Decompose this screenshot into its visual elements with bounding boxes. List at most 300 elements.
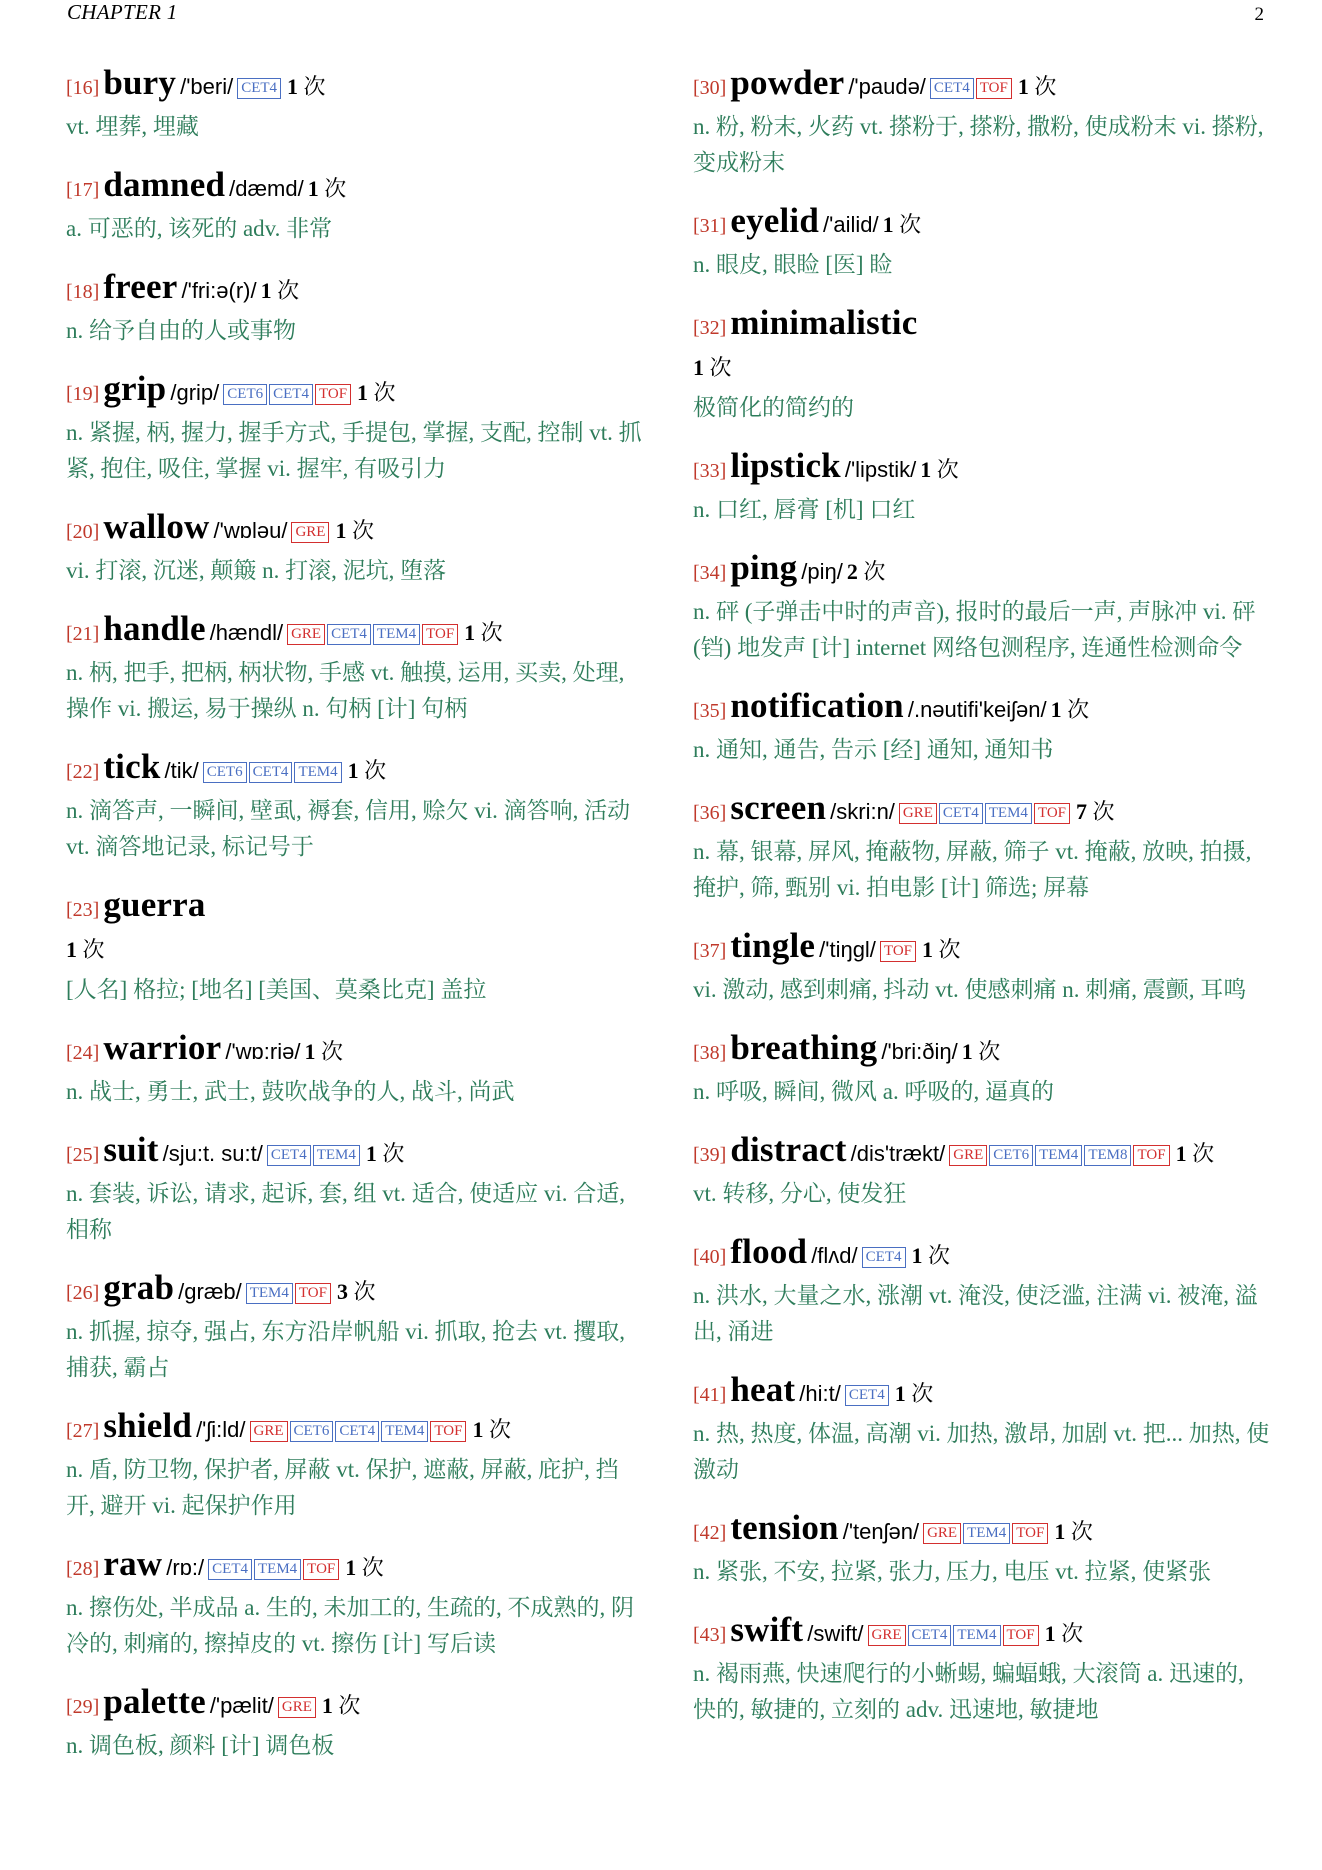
phonetic: /'tiŋgl/ [819,937,876,962]
phonetic: /hi:t/ [799,1381,841,1406]
entry-headline [66,1029,644,1074]
entry-headline [693,789,1271,834]
count-number: 1 [307,176,319,201]
headword: eyelid [730,201,820,240]
count-number: 1 [347,758,359,783]
count-number: 1 [345,1555,357,1580]
definition: n. 紧握, 柄, 握力, 握手方式, 手提包, 掌握, 支配, 控制 vt. 抓紧, 抱住, 吸住, 掌握 vi. 握牢, 有吸引力 [66,420,642,481]
count-number: 1 [1017,74,1029,99]
count-suffix: 次 [373,380,396,405]
exam-tag-badge: TOF [430,1421,466,1442]
occurrence-count [357,380,396,405]
entry-index: [24] [66,1042,100,1064]
entry-index: [23] [66,899,100,921]
headword: grab [103,1268,175,1307]
count-number: 1 [1054,1519,1066,1544]
entry-index: [27] [66,1420,100,1442]
count-number: 1 [464,620,476,645]
occurrence-count [322,1693,361,1718]
occurrence-count [464,620,503,645]
phonetic: /sju:t. su:t/ [162,1141,263,1166]
occurrence-count [1018,74,1057,99]
exam-tag-badge: TEM4 [963,1523,1010,1544]
entry-headline [693,304,1271,390]
entry-headline [66,370,644,415]
exam-tag-badge: TOF [1133,1145,1169,1166]
count-number: 1 [321,1693,333,1718]
entry-index: [36] [693,802,727,824]
definition: n. 抓握, 掠夺, 强占, 东方沿岸帆船 vi. 抓取, 抢去 vt. 攫取, 捕获, 霸占 [66,1319,626,1380]
word-entry [66,610,644,727]
right-column [693,64,1271,1785]
definition: n. 通知, 通告, 告示 [经] 通知, 通知书 [693,737,1054,762]
occurrence-count [304,1039,343,1064]
definition: [人名] 格拉; [地名] [美国、莫桑比克] 盖拉 [66,977,487,1002]
entry-headline [66,748,644,793]
count-suffix: 次 [863,559,886,584]
occurrence-count [472,1417,511,1442]
phonetic: /dæmd/ [229,176,304,201]
definition: n. 眼皮, 眼睑 [医] 睑 [693,252,893,277]
definition: n. 口红, 唇膏 [机] 口红 [693,497,916,522]
word-entry [693,304,1271,426]
entry-index: [33] [693,460,727,482]
word-entry [693,789,1271,906]
word-entry [66,64,644,145]
exam-tag-badge: TEM4 [313,1145,360,1166]
definition: n. 调色板, 颜料 [计] 调色板 [66,1733,335,1758]
count-number: 1 [365,1141,377,1166]
phonetic: /'pælit/ [209,1693,274,1718]
word-entry [66,370,644,487]
phonetic: /hændl/ [209,620,284,645]
definition: n. 热, 热度, 体温, 高潮 vi. 加热, 激昂, 加剧 vt. 把... 加热, 使激动 [693,1421,1270,1482]
count-number: 7 [1076,799,1088,824]
occurrence-count [1045,1621,1084,1646]
phonetic: /'ailid/ [823,212,879,237]
count-suffix: 次 [364,758,387,783]
exam-tag-badge: CET4 [930,78,974,99]
count-number: 1 [66,937,77,962]
headword: raw [103,1544,163,1583]
exam-tag-badge: TOF [880,941,916,962]
word-entry [66,1029,644,1110]
exam-tag-badge: CET4 [237,78,281,99]
entry-headline [693,687,1271,732]
count-number: 1 [287,74,299,99]
occurrence-count [883,212,922,237]
entry-index: [32] [693,317,727,339]
word-entry [693,447,1271,528]
word-list [66,64,1271,1785]
entry-index: [30] [693,77,727,99]
exam-tag-badge: TEM8 [1084,1145,1131,1166]
entry-headline [693,64,1271,109]
count-number: 1 [335,518,347,543]
count-suffix: 次 [1061,1621,1084,1646]
definition: n. 盾, 防卫物, 保护者, 屏蔽 vt. 保护, 遮蔽, 屏蔽, 庇护, 挡开, 避开 vi. 起保护作用 [66,1457,619,1518]
word-entry [66,1545,644,1662]
entry-headline [66,1683,644,1728]
occurrence-count [345,1555,384,1580]
count-number: 1 [882,212,894,237]
count-suffix: 次 [938,937,961,962]
word-entry [693,202,1271,283]
exam-tag-badge: GRE [278,1697,316,1718]
exam-tag-badge: TOF [1003,1625,1039,1646]
headword: guerra [103,885,206,924]
definition: n. 战士, 勇士, 武士, 鼓吹战争的人, 战斗, 尚武 [66,1079,515,1104]
count-suffix: 次 [709,355,732,380]
exam-tag-badge: GRE [291,522,329,543]
headword: breathing [730,1028,878,1067]
exam-tag-badge: CET4 [327,624,371,645]
count-number: 1 [911,1243,923,1268]
occurrence-count [895,1381,934,1406]
exam-tag-badge: CET6 [989,1145,1033,1166]
entry-headline [693,549,1271,594]
definition: n. 滴答声, 一瞬间, 壁虱, 褥套, 信用, 赊欠 vi. 滴答响, 活动 vt. 滴答地记录, 标记号于 [66,798,631,859]
phonetic: /'wɒləu/ [213,518,288,543]
phonetic: /.nəutifi'keiʃən/ [907,697,1047,722]
headword: shield [103,1406,193,1445]
count-suffix: 次 [1192,1141,1215,1166]
entry-index: [29] [66,1696,100,1718]
count-number: 1 [260,278,272,303]
exam-tag-badge: GRE [250,1421,288,1442]
headword: swift [730,1610,804,1649]
count-number: 1 [304,1039,316,1064]
word-entry [693,1371,1271,1488]
count-number: 1 [894,1381,906,1406]
entry-index: [42] [693,1522,727,1544]
occurrence-count [693,355,732,380]
entry-index: [41] [693,1384,727,1406]
exam-tag-badge: CET4 [845,1385,889,1406]
exam-tag-badge: TOF [315,384,351,405]
entry-headline [66,610,644,655]
phonetic: /'beri/ [180,74,234,99]
entry-headline [66,1131,644,1176]
definition: n. 擦伤处, 半成品 a. 生的, 未加工的, 生疏的, 不成熟的, 阴冷的, 刺痛的, 擦掉皮的 vt. 擦伤 [计] 写后读 [66,1595,634,1656]
phonetic: /rɒ:/ [166,1555,205,1580]
occurrence-count [847,559,886,584]
word-entry [693,549,1271,666]
exam-tag-badge: GRE [868,1625,906,1646]
occurrence-count [287,74,326,99]
exam-tag-badge: TEM4 [373,624,420,645]
phonetic: /grip/ [170,380,220,405]
entry-index: [39] [693,1144,727,1166]
occurrence-count [261,278,300,303]
phonetic: /dis'trækt/ [850,1141,946,1166]
headword: bury [103,63,177,102]
phonetic: /tik/ [164,758,199,783]
headword: minimalistic [730,303,918,342]
count-number: 1 [920,457,932,482]
entry-index: [35] [693,700,727,722]
count-suffix: 次 [320,1039,343,1064]
exam-tag-badge: GRE [287,624,325,645]
headword: damned [103,165,226,204]
phonetic: /'bri:ðiŋ/ [881,1039,958,1064]
count-suffix: 次 [1070,1519,1093,1544]
count-number: 2 [846,559,858,584]
count-suffix: 次 [82,937,105,962]
phonetic: /'fri:ə(r)/ [181,278,257,303]
count-suffix: 次 [277,278,300,303]
exam-tag-badge: CET4 [335,1421,379,1442]
headword: warrior [103,1028,222,1067]
entry-headline [66,166,644,211]
count-suffix: 次 [899,212,922,237]
word-entry [66,508,644,589]
count-suffix: 次 [353,1279,376,1304]
occurrence-count [1054,1519,1093,1544]
entry-headline [66,268,644,313]
phonetic: /swift/ [807,1621,864,1646]
count-suffix: 次 [488,1417,511,1442]
definition: n. 呼吸, 瞬间, 微风 a. 呼吸的, 逼真的 [693,1079,1054,1104]
exam-tag-badge: CET6 [203,762,247,783]
entry-headline [693,1131,1271,1176]
entry-index: [22] [66,761,100,783]
exam-tag-badge: GRE [899,803,937,824]
count-suffix: 次 [382,1141,405,1166]
occurrence-count [348,758,387,783]
exam-tag-badge: CET4 [908,1625,952,1646]
exam-tag-badge: TOF [422,624,458,645]
entry-index: [17] [66,179,100,201]
definition: n. 紧张, 不安, 拉紧, 张力, 压力, 电压 vt. 拉紧, 使紧张 [693,1559,1212,1584]
occurrence-count [66,937,105,962]
word-entry [693,1509,1271,1590]
headword: notification [730,686,904,725]
exam-tag-badge: CET4 [208,1559,252,1580]
occurrence-count [912,1243,951,1268]
exam-tag-badge: CET4 [862,1247,906,1268]
definition: 极简化的简约的 [693,395,854,420]
headword: wallow [103,507,210,546]
entry-headline [693,927,1271,972]
word-entry [66,1683,644,1764]
entry-index: [40] [693,1246,727,1268]
exam-tag-badge: TEM4 [985,803,1032,824]
phonetic: /piŋ/ [801,559,843,584]
exam-tag-badge: TOF [1034,803,1070,824]
entry-index: [21] [66,623,100,645]
count-suffix: 次 [338,1693,361,1718]
entry-headline [66,508,644,553]
exam-tag-badge: TOF [303,1559,339,1580]
entry-headline [693,1611,1271,1656]
entry-index: [16] [66,77,100,99]
occurrence-count [922,937,961,962]
word-entry [693,1611,1271,1728]
entry-headline [693,447,1271,492]
count-suffix: 次 [324,176,347,201]
entry-index: [26] [66,1282,100,1304]
headword: tick [103,747,161,786]
word-entry [66,268,644,349]
exam-tag-badge: CET4 [939,803,983,824]
headword: flood [730,1232,808,1271]
occurrence-count [1051,697,1090,722]
word-entry [66,1269,644,1386]
entry-headline [66,886,644,972]
entry-headline [693,1029,1271,1074]
definition: n. 柄, 把手, 把柄, 柄状物, 手感 vt. 触摸, 运用, 买卖, 处理, 操作 vi. 搬运, 易于操纵 n. 句柄 [计] 句柄 [66,660,625,721]
phonetic: /'paudə/ [848,74,926,99]
headword: suit [103,1130,159,1169]
count-suffix: 次 [1034,74,1057,99]
definition: n. 套装, 诉讼, 请求, 起诉, 套, 组 vt. 适合, 使适应 vi. 合适, 相称 [66,1181,626,1242]
exam-tag-badge: CET4 [269,384,313,405]
definition: a. 可恶的, 该死的 adv. 非常 [66,216,333,241]
count-number: 1 [1175,1141,1187,1166]
page-header [67,0,1264,30]
headword: grip [103,369,167,408]
definition: n. 粉, 粉末, 火药 vt. 搽粉于, 搽粉, 撒粉, 使成粉末 vi. 搽粉, 变成粉末 [693,114,1264,175]
left-column [66,64,644,1785]
count-suffix: 次 [911,1381,934,1406]
word-entry [693,687,1271,768]
entry-index: [18] [66,281,100,303]
phonetic: /flʌd/ [811,1243,858,1268]
entry-headline [693,1509,1271,1554]
entry-headline [693,1233,1271,1278]
count-number: 1 [922,937,934,962]
entry-headline [66,1545,644,1590]
headword: screen [730,788,827,827]
headword: tension [730,1508,839,1547]
entry-index: [31] [693,215,727,237]
exam-tag-badge: TEM4 [294,762,341,783]
word-entry [66,748,644,865]
chapter-title: CHAPTER 1 [67,0,178,24]
entry-index: [19] [66,383,100,405]
entry-headline [693,202,1271,247]
entry-index: [34] [693,562,727,584]
entry-headline [66,1407,644,1452]
exam-tag-badge: TEM4 [1035,1145,1082,1166]
entry-index: [25] [66,1144,100,1166]
exam-tag-badge: TEM4 [246,1283,293,1304]
occurrence-count [920,457,959,482]
word-entry [693,1131,1271,1212]
entry-index: [28] [66,1558,100,1580]
definition: vi. 激动, 感到刺痛, 抖动 vt. 使感刺痛 n. 刺痛, 震颤, 耳鸣 [693,977,1247,1002]
page-number: 2 [1254,4,1264,25]
exam-tag-badge: CET6 [223,384,267,405]
word-entry [66,1131,644,1248]
phonetic: /'tenʃən/ [842,1519,920,1544]
exam-tag-badge: CET4 [249,762,293,783]
entry-headline [66,1269,644,1314]
occurrence-count [962,1039,1001,1064]
entry-headline [693,1371,1271,1416]
word-entry [693,64,1271,181]
exam-tag-badge: CET4 [267,1145,311,1166]
occurrence-count [308,176,347,201]
definition: n. 给予自由的人或事物 [66,318,296,343]
headword: palette [103,1682,206,1721]
count-suffix: 次 [480,620,503,645]
phonetic: /skri:n/ [830,799,895,824]
count-suffix: 次 [1092,799,1115,824]
headword: lipstick [730,446,841,485]
phonetic: /'lipstik/ [844,457,917,482]
occurrence-count [337,1279,376,1304]
exam-tag-badge: TEM4 [953,1625,1000,1646]
word-entry [693,1029,1271,1110]
headword: handle [103,609,206,648]
word-entry [66,886,644,1008]
phonetic: /græb/ [178,1279,242,1304]
count-suffix: 次 [1067,697,1090,722]
definition: n. 砰 (子弹击中时的声音), 报时的最后一声, 声脉冲 vi. 砰 (铛) 地发声 [计] internet 网络包测程序, 连通性检测命令 [693,599,1256,660]
exam-tag-badge: CET6 [290,1421,334,1442]
definition: n. 褐雨燕, 快速爬行的小蜥蜴, 蝙蝠蛾, 大滚筒 a. 迅速的, 快的, 敏捷的, 立刻的 adv. 迅速地, 敏捷地 [693,1661,1244,1722]
occurrence-count [366,1141,405,1166]
exam-tag-badge: TOF [976,78,1012,99]
count-number: 1 [472,1417,484,1442]
definition: vt. 埋葬, 埋藏 [66,114,199,139]
count-suffix: 次 [978,1039,1001,1064]
count-number: 1 [1050,697,1062,722]
entry-index: [37] [693,940,727,962]
entry-index: [43] [693,1624,727,1646]
word-entry [66,1407,644,1524]
exam-tag-badge: TOF [1012,1523,1048,1544]
exam-tag-badge: GRE [923,1523,961,1544]
headword: ping [730,548,798,587]
definition: n. 幕, 银幕, 屏风, 掩蔽物, 屏蔽, 筛子 vt. 掩蔽, 放映, 拍摄, 掩护, 筛, 甄别 vi. 拍电影 [计] 筛选; 屏幕 [693,839,1252,900]
count-suffix: 次 [303,74,326,99]
definition: vt. 转移, 分心, 使发狂 [693,1181,907,1206]
phonetic: /'ʃi:ld/ [196,1417,246,1442]
entry-index: [38] [693,1042,727,1064]
headword: powder [730,63,845,102]
word-entry [693,927,1271,1008]
definition: n. 洪水, 大量之水, 涨潮 vt. 淹没, 使泛滥, 注满 vi. 被淹, 溢出, 涌进 [693,1283,1258,1344]
phonetic: /'wɒ:riə/ [225,1039,301,1064]
occurrence-count [335,518,374,543]
count-number: 3 [336,1279,348,1304]
occurrence-count [1076,799,1115,824]
exam-tag-badge: GRE [949,1145,987,1166]
headword: freer [103,267,178,306]
count-number: 1 [961,1039,973,1064]
headword: heat [730,1370,796,1409]
count-suffix: 次 [928,1243,951,1268]
occurrence-count [1176,1141,1215,1166]
word-entry [66,166,644,247]
headword: distract [730,1130,847,1169]
exam-tag-badge: TEM4 [381,1421,428,1442]
count-number: 1 [1044,1621,1056,1646]
count-suffix: 次 [361,1555,384,1580]
count-number: 1 [357,380,369,405]
exam-tag-badge: TOF [295,1283,331,1304]
definition: vi. 打滚, 沉迷, 颠簸 n. 打滚, 泥坑, 堕落 [66,558,447,583]
word-entry [693,1233,1271,1350]
count-suffix: 次 [936,457,959,482]
count-number: 1 [693,355,704,380]
exam-tag-badge: TEM4 [254,1559,301,1580]
entry-headline [66,64,644,109]
entry-index: [20] [66,521,100,543]
